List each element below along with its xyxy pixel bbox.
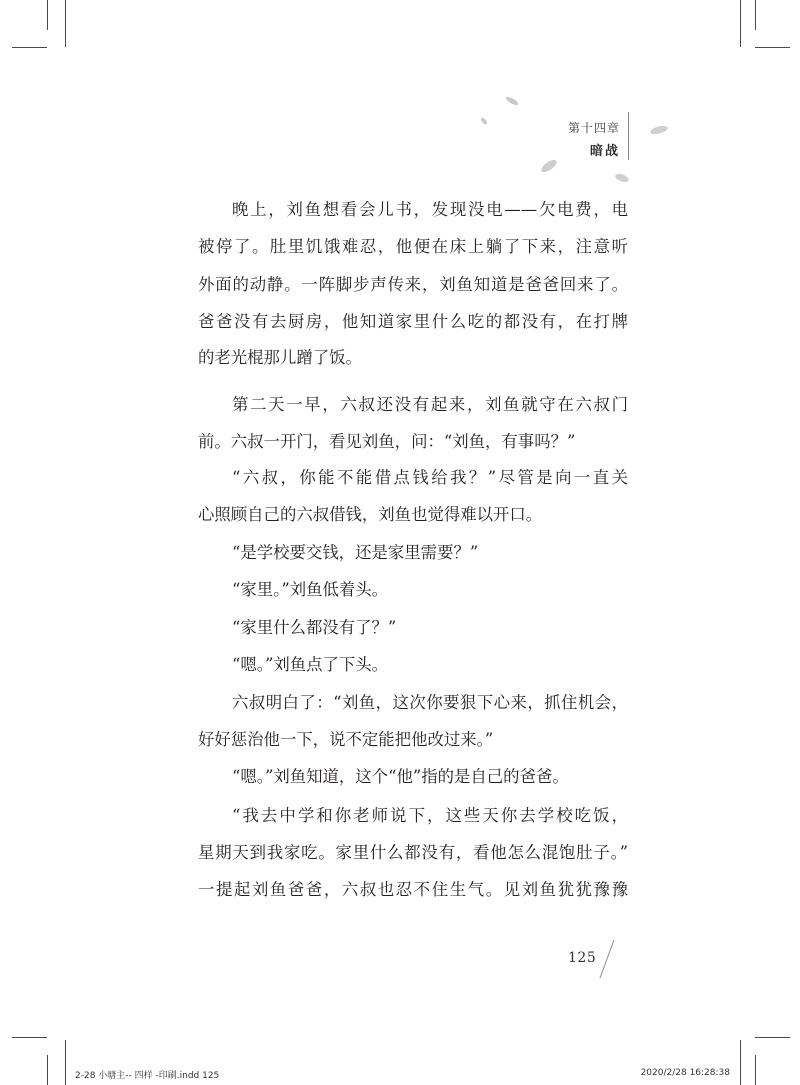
- text-line: “我去中学和你老师说下，这些天你去学校吃饭，: [232, 806, 628, 825]
- text-line: 星期天到我家吃。家里什么都没有，看他怎么混饱肚子。”: [198, 843, 628, 862]
- crop-mark-bottom-right-horizontal: [755, 1037, 790, 1038]
- text-line: “嗯。”刘鱼点了下头。: [232, 655, 389, 674]
- leaf-shape: [649, 124, 668, 135]
- crop-mark-bottom-left-vertical: [65, 1040, 66, 1085]
- text-line: 外面的动静。一阵脚步声传来，刘鱼知道是爸爸回来了。: [198, 275, 628, 294]
- text-line: 晚上，刘鱼想看会儿书，发现没电——欠电费，电: [232, 200, 628, 219]
- text-line: 被停了。肚里饥饿难忍，他便在床上躺了下来，注意听: [198, 237, 628, 256]
- text-line: 好好惩治他一下，说不定能把他改过来。”: [198, 730, 494, 749]
- text-line: 心照顾自己的六叔借钱，刘鱼也觉得难以开口。: [198, 505, 543, 524]
- leaf-shape: [505, 95, 520, 106]
- leaf-shape: [480, 117, 488, 126]
- text-line: “家里。”刘鱼低着头。: [232, 580, 389, 599]
- leaf-shape: [614, 172, 630, 183]
- leaf-shape: [539, 158, 558, 175]
- crop-mark-bottom-left-horizontal: [12, 1037, 47, 1038]
- text-line: “家里什么都没有了？”: [232, 618, 397, 637]
- footer-timestamp: 2020/2/28 16:28:38: [640, 1068, 730, 1078]
- text-line: “六叔，你能不能借点钱给我？”尽管是向一直关: [232, 468, 628, 487]
- text-line: “是学校要交钱，还是家里需要？”: [232, 543, 479, 562]
- footer-file-info: 2-28 小塘主-- 四样 -印刷.indd 125: [75, 1071, 220, 1081]
- crop-mark-bottom-right-vertical-inner: [755, 1055, 756, 1085]
- text-line: 第二天一早，六叔还没有起来，刘鱼就守在六叔门: [232, 395, 628, 414]
- chapter-title: 暗战: [589, 144, 620, 159]
- text-line: 前。六叔一开门，看见刘鱼，问：“刘鱼，有事吗？”: [198, 432, 576, 451]
- text-line: “嗯。”刘鱼知道，这个“他”指的是自己的爸爸。: [232, 767, 569, 786]
- crop-mark-bottom-left-vertical-inner: [47, 1055, 48, 1085]
- chapter-label: 第十四章: [567, 121, 620, 135]
- text-line: 的老光棍那儿蹭了饭。: [198, 348, 362, 367]
- page-number-slash-icon: [596, 938, 620, 980]
- leaf-ornament-icon: [0, 0, 800, 220]
- text-line: 爸爸没有去厨房，他知道家里什么吃的都没有，在打牌: [198, 312, 628, 331]
- header-rule: [628, 112, 629, 160]
- text-line: 一提起刘鱼爸爸，六叔也忍不住生气。见刘鱼犹犹豫豫: [198, 880, 628, 899]
- page-number: 125: [568, 950, 597, 966]
- crop-mark-bottom-right-vertical: [740, 1040, 741, 1085]
- text-line: 六叔明白了：“刘鱼，这次你要狠下心来，抓住机会，: [232, 693, 628, 712]
